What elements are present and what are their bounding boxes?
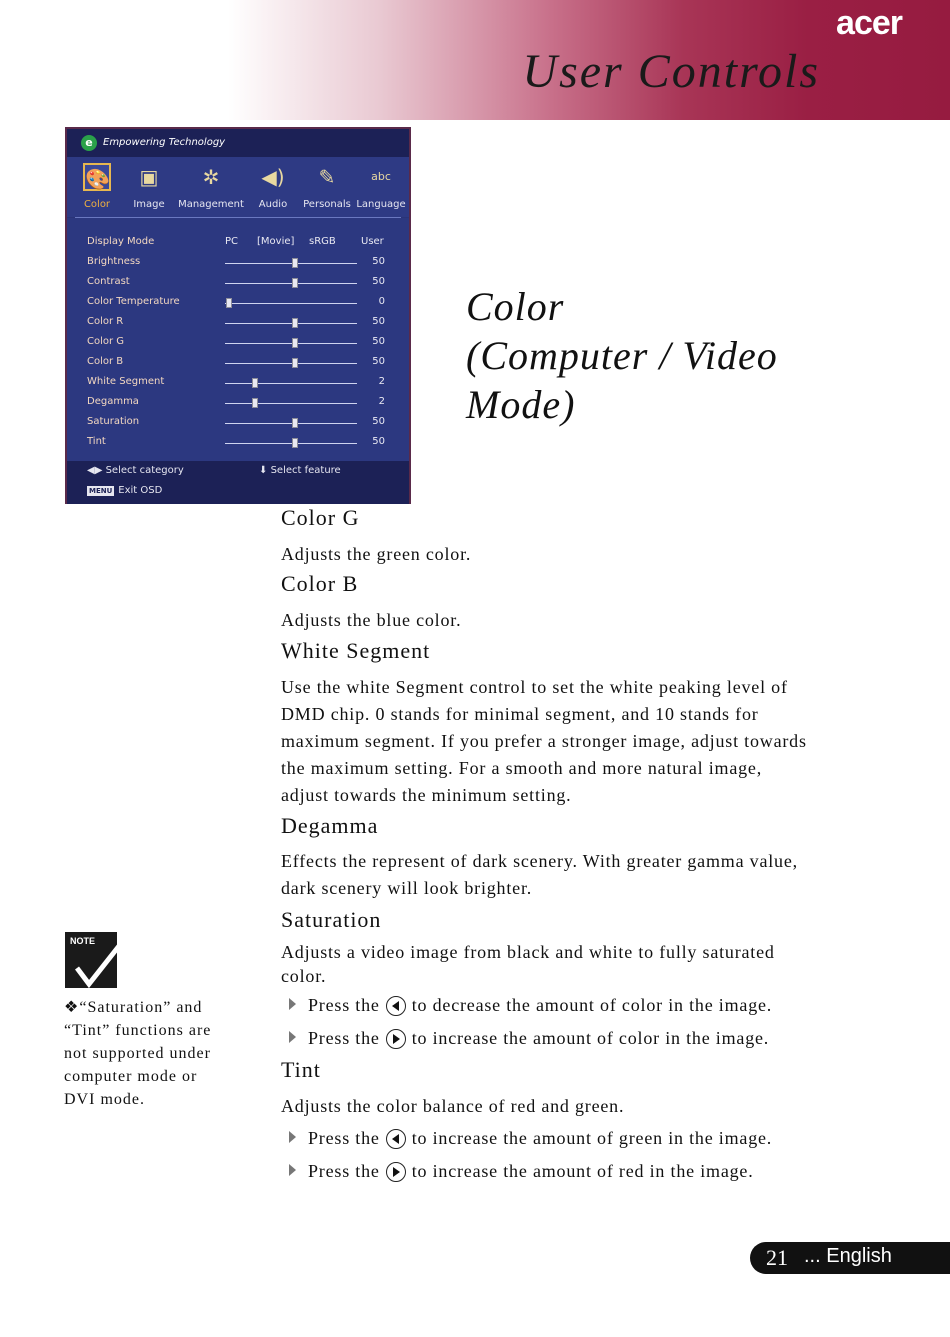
- row-label: Saturation: [87, 416, 140, 427]
- slider-value: 50: [372, 256, 385, 267]
- osd-row-brightness[interactable]: [87, 254, 393, 272]
- row-label: Color R: [87, 316, 124, 327]
- palette-icon: 🎨: [83, 163, 111, 191]
- heading-saturation: Saturation: [281, 907, 382, 932]
- row-label: Tint: [87, 436, 106, 447]
- bullet-pre: Press the: [308, 1161, 380, 1181]
- slider-track[interactable]: [225, 343, 357, 344]
- text-line: adjust towards the minimum setting.: [281, 785, 572, 805]
- left-arrow-button-icon: [386, 996, 406, 1016]
- tab-label: Personals: [303, 199, 351, 210]
- text-line: Use the white Segment control to set the white peaking level of: [281, 677, 788, 697]
- slider-value: 50: [372, 356, 385, 367]
- hint-text: Select category: [105, 465, 184, 476]
- tint-bullet-red: [289, 1161, 754, 1182]
- text-line: Adjusts a video image from black and white to fully saturated: [281, 942, 775, 962]
- bullet-post: to decrease the amount of color in the image.: [411, 995, 773, 1015]
- bullet-pre: Press the: [308, 1028, 380, 1048]
- slider-track[interactable]: [225, 303, 357, 304]
- hint-text: Select feature: [270, 465, 341, 476]
- row-label: Degamma: [87, 396, 139, 407]
- heading-degamma: Degamma: [281, 813, 379, 838]
- row-label: Color Temperature: [87, 296, 180, 307]
- slider-track[interactable]: [225, 383, 357, 384]
- page-language: ... English: [804, 1245, 892, 1267]
- note-line: not supported under: [64, 1045, 211, 1062]
- language-icon: abc: [371, 170, 391, 183]
- right-arrow-button-icon: [386, 1029, 406, 1049]
- page-footer: [750, 1242, 950, 1274]
- menu-key-icon: MENU: [89, 487, 113, 495]
- row-label: Color G: [87, 336, 125, 347]
- tab-label: Image: [133, 199, 165, 210]
- empowering-logo-icon: e: [81, 135, 97, 151]
- slider-track[interactable]: [225, 323, 357, 324]
- note-icon: [65, 932, 117, 988]
- bullet-post: to increase the amount of green in the image.: [411, 1128, 773, 1148]
- osd-row-degamma[interactable]: [87, 394, 393, 412]
- text-degamma: [281, 848, 896, 902]
- bullet-arrow-icon: [289, 1164, 296, 1176]
- bullet-post: to increase the amount of color in the image.: [411, 1028, 770, 1048]
- note-label: NOTE: [70, 936, 96, 946]
- text-color-b: Adjusts the blue color.: [281, 610, 462, 630]
- tab-image[interactable]: [119, 157, 179, 217]
- tint-bullet-green: [289, 1128, 772, 1149]
- saturation-bullet-decrease: [289, 995, 772, 1016]
- slider-handle[interactable]: [292, 438, 298, 448]
- text-line: the maximum setting. For a smooth and more natural image,: [281, 758, 763, 778]
- slider-handle[interactable]: [292, 418, 298, 428]
- tab-label: Management: [178, 199, 244, 210]
- slider-track[interactable]: [225, 263, 357, 264]
- speaker-icon: ◀): [261, 165, 285, 189]
- slider-handle[interactable]: [252, 378, 258, 388]
- mode-option[interactable]: [Movie]: [257, 236, 295, 247]
- left-arrow-button-icon: [386, 1129, 406, 1149]
- heading-color-b: Color B: [281, 571, 359, 596]
- text-color-g: Adjusts the green color.: [281, 544, 472, 564]
- tab-management[interactable]: [178, 157, 244, 217]
- slider-handle[interactable]: [292, 278, 298, 288]
- osd-footer: [67, 461, 409, 504]
- tab-label: Audio: [258, 199, 288, 210]
- slider-track[interactable]: [225, 403, 357, 404]
- mode-option[interactable]: PC: [225, 236, 239, 247]
- hint-text: Exit OSD: [118, 485, 163, 496]
- note-line: ❖“Saturation” and: [64, 999, 203, 1016]
- heading-color-g: Color G: [281, 505, 360, 530]
- slider-handle[interactable]: [252, 398, 258, 408]
- slider-value: 50: [372, 336, 385, 347]
- osd-row-saturation[interactable]: [87, 414, 393, 432]
- mode-option[interactable]: sRGB: [309, 236, 336, 247]
- osd-settings-list: [67, 218, 409, 461]
- text-line: DMD chip. 0 stands for minimal segment, and 10 stands for: [281, 704, 759, 724]
- slider-handle[interactable]: [292, 358, 298, 368]
- tab-language[interactable]: [351, 157, 411, 217]
- bullet-pre: Press the: [308, 995, 380, 1015]
- notepad-icon: ✎: [318, 165, 336, 189]
- note-line: DVI mode.: [64, 1091, 145, 1108]
- row-label: Display Mode: [87, 236, 155, 247]
- osd-row-contrast[interactable]: [87, 274, 393, 292]
- section-title: [466, 282, 778, 429]
- osd-row-color-g[interactable]: [87, 334, 393, 352]
- osd-row-color-r[interactable]: [87, 314, 393, 332]
- slider-value: 2: [378, 376, 385, 387]
- slider-handle[interactable]: [292, 338, 298, 348]
- text-line: dark scenery will look brighter.: [281, 878, 533, 898]
- bullet-pre: Press the: [308, 1128, 380, 1148]
- slider-value: 50: [372, 416, 385, 427]
- osd-row-color-temperature[interactable]: [87, 294, 393, 312]
- osd-brand-bar: [67, 129, 409, 157]
- bullet-post: to increase the amount of red in the image.: [411, 1161, 754, 1181]
- slider-track[interactable]: [225, 443, 357, 444]
- tools-icon: ✲: [202, 165, 220, 189]
- slider-handle[interactable]: [292, 318, 298, 328]
- slider-handle[interactable]: [226, 298, 232, 308]
- slider-track[interactable]: [225, 423, 357, 424]
- osd-row-display-mode[interactable]: [87, 234, 393, 252]
- osd-menu: [65, 127, 411, 504]
- osd-tab-bar: [67, 157, 409, 217]
- page-title: User Controls: [522, 45, 820, 98]
- row-label: White Segment: [87, 376, 165, 387]
- section-title-line: (Computer / Video: [466, 333, 778, 378]
- select-category-hint: ◀▶ Select category: [87, 465, 184, 476]
- row-label: Color B: [87, 356, 124, 367]
- tab-label: Language: [356, 199, 406, 210]
- page-number: 21: [766, 1245, 788, 1270]
- slider-value: 2: [378, 396, 385, 407]
- text-saturation: [281, 940, 896, 988]
- section-title-line: Color: [466, 284, 565, 329]
- section-title-line: Mode): [466, 382, 576, 427]
- checkmark-icon: [73, 944, 123, 994]
- note-line: computer mode or: [64, 1068, 198, 1085]
- text-line: color.: [281, 966, 327, 986]
- bullet-arrow-icon: [289, 1131, 296, 1143]
- row-label: Brightness: [87, 256, 141, 267]
- select-feature-hint: ⬇ Select feature: [259, 465, 341, 476]
- mode-option[interactable]: User: [361, 236, 384, 247]
- slider-track[interactable]: [225, 283, 357, 284]
- slider-handle[interactable]: [292, 258, 298, 268]
- slider-value: 50: [372, 436, 385, 447]
- text-tint: Adjusts the color balance of red and green.: [281, 1096, 625, 1116]
- slider-value: 50: [372, 316, 385, 327]
- osd-row-color-b[interactable]: [87, 354, 393, 372]
- slider-track[interactable]: [225, 363, 357, 364]
- osd-brand-text: Empowering Technology: [103, 137, 226, 148]
- picture-icon: ▣: [139, 165, 159, 189]
- text-line: maximum segment. If you prefer a stronger image, adjust towards: [281, 731, 807, 751]
- page-header: [0, 0, 950, 120]
- osd-row-white-segment[interactable]: [87, 374, 393, 392]
- note-line: “Tint” functions are: [64, 1022, 212, 1039]
- text-line: Effects the represent of dark scenery. With greater gamma value,: [281, 851, 798, 871]
- text-white-segment: [281, 674, 896, 809]
- exit-osd-hint: [87, 485, 162, 496]
- heading-tint: Tint: [281, 1057, 321, 1082]
- bullet-arrow-icon: [289, 1031, 296, 1043]
- row-label: Contrast: [87, 276, 130, 287]
- bullet-arrow-icon: [289, 998, 296, 1010]
- tab-label: Color: [83, 199, 111, 210]
- right-arrow-button-icon: [386, 1162, 406, 1182]
- note-text: [64, 996, 249, 1111]
- saturation-bullet-increase: [289, 1028, 769, 1049]
- osd-row-tint[interactable]: [87, 434, 393, 452]
- slider-value: 50: [372, 276, 385, 287]
- acer-logo: acer: [836, 4, 902, 42]
- heading-white-segment: White Segment: [281, 638, 431, 663]
- slider-value: 0: [378, 296, 385, 307]
